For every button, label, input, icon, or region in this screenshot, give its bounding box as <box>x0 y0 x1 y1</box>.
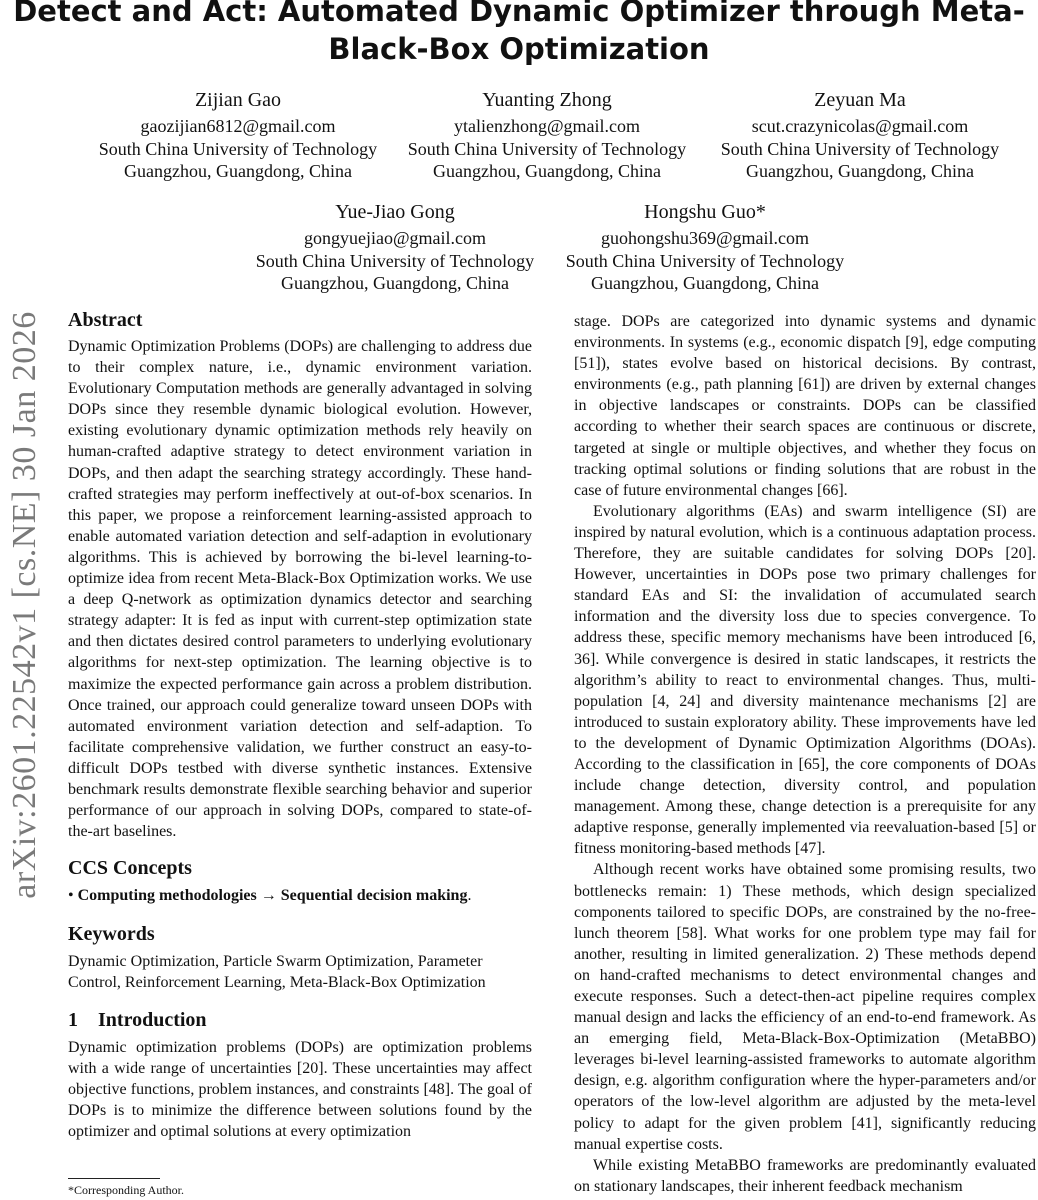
ccs-heading: CCS Concepts <box>68 857 192 880</box>
abstract-heading: Abstract <box>68 309 143 331</box>
right-column <box>574 311 1036 1197</box>
intro-paragraph-3: Although recent works have obtained some promising results, two bottlenecks remain: 1) These methods, which design specialized components tailored to specific DOPs, are constrained by the no-free-lunch theorem [58]. What works for one problem type may fail for another, resulting in limited generalization. 2) These methods depend on hand-crafted mechanisms to detect environmental changes and execute responses. Such a detect-then-act pipeline requires complex manual design and lacks the efficiency of an end-to-end framework. As an emerging field, Meta-Black-Box-Optimization (MetaBBO) leverages bi-level learning-assisted frameworks to automate algorithm design, e.g. algorithm configuration where the hyper-parameters and/or operators of the low-level algorithm are adjusted by the meta-level policy to adapt for the given problem [41], significantly reducing manual expertise costs. <box>574 861 1036 1153</box>
keywords-text: Dynamic Optimization, Particle Swarm Optimization, Parameter Control, Reinforcement Learning, Meta-Black-Box Optimization <box>68 953 486 992</box>
author-affiliation: South China University of Technology <box>255 250 535 271</box>
author-block <box>86 87 390 183</box>
corresponding-author-footnote: *Corresponding Author. <box>68 1183 184 1197</box>
author-name: Zeyuan Ma <box>814 89 906 111</box>
author-name: Yue-Jiao Gong <box>335 201 455 223</box>
keywords-heading: Keywords <box>68 923 155 946</box>
introduction-heading: 1 Introduction <box>68 1008 207 1031</box>
author-affiliation: South China University of Technology <box>720 138 1000 159</box>
author-affiliation: South China University of Technology <box>98 138 378 159</box>
author-email[interactable]: gongyuejiao@gmail.com <box>303 228 487 248</box>
author-email[interactable]: ytalienzhong@gmail.com <box>453 116 641 136</box>
author-affiliation: South China University of Technology <box>565 250 845 271</box>
abstract-text: Dynamic Optimization Problems (DOPs) are challenging to address due to their complex nature, i.e., dynamic environment variation. Evolutionary Computation methods are generally advantaged in solving DOPs since they resemble dynamic biological evolution. However, existing evolutionary dynamic optimization methods rely heavily on human-crafted adaptive strategy to detect environment variation in DOPs, and then adapt the searching strategy accordingly. These hand-crafted strategies may perform ineffectively at out-of-box scenarios. In this paper, we propose a reinforcement learning-assisted approach to enable automated variation detection and self-adaption in evolutionary algorithms. This is achieved by borrowing the bi-level learning-to-optimize idea from recent Meta-Black-Box Optimization works. We use a deep Q-network as optimization dynamics detector and searching strategy adapter: It is fed as input with current-step optimization state and then dictates desired control parameters to underlying evolutionary algorithms for next-step optimization. The learning objective is to maximize the expected performance gain across a problem distribution. Once trained, our approach could generalize toward unseen DOPs with automated environment variation detection and self-adaption. To facilitate comprehensive validation, we further construct an easy-to-difficult DOPs testbed with diverse synthetic instances. Extensive benchmark results demonstrate flexible searching behavior and superior performance of our approach in solving DOPs, compared to state-of-the-art baselines. <box>68 338 532 841</box>
author-email[interactable]: gaozijian6812@gmail.com <box>140 116 336 136</box>
authors-row-2 <box>242 199 862 295</box>
ccs-concepts-line <box>68 885 532 906</box>
author-location: Guangzhou, Guangdong, China <box>591 273 819 293</box>
author-name: Hongshu Guo* <box>644 201 766 223</box>
authors-row-1 <box>86 87 1016 183</box>
footnote-divider <box>68 1178 160 1179</box>
intro-paragraph-1-continued: stage. DOPs are categorized into dynamic systems and dynamic environments. In systems (e.g., economic dispatch [9], edge computing [51]), states evolve based on historical decisions. By contrast, environments (e.g., path planning [61]) are driven by external changes in objective landscapes or constraints. DOPs can be classified according to whether their search spaces are continuous or discrete, targeted at single or multiple objectives, and whether they focus on tracking optimal solutions or finding solutions that are robust in the case of future environmental changes [66]. <box>574 313 1036 499</box>
arxiv-identifier-stamp: arXiv:2601.22542v1 [cs.NE] 30 Jan 2026 <box>6 311 43 899</box>
intro-paragraph-1-start: Dynamic optimization problems (DOPs) are optimization problems with a wide range of uncertainties [20]. These uncertainties may affect objective functions, problem instances, and constraints [48]. The goal of DOPs is to minimize the difference between solutions found by the optimizer and optimal solutions at every optimization <box>68 1038 532 1140</box>
author-email[interactable]: guohongshu369@gmail.com <box>600 228 810 248</box>
author-block <box>548 199 862 295</box>
author-location: Guangzhou, Guangdong, China <box>281 273 509 293</box>
author-email[interactable]: scut.crazynicolas@gmail.com <box>751 116 969 136</box>
ccs-arrow: → <box>260 887 277 905</box>
author-location: Guangzhou, Guangdong, China <box>433 161 661 181</box>
author-name: Yuanting Zhong <box>482 89 612 111</box>
paper-title: Detect and Act: Automated Dynamic Optimizer through Meta-Black-Box Optimization <box>13 0 1025 66</box>
author-block <box>390 87 704 183</box>
ccs-end: . <box>467 887 472 905</box>
author-location: Guangzhou, Guangdong, China <box>746 161 974 181</box>
ccs-concept: Computing methodologies <box>77 887 257 905</box>
author-block <box>242 199 548 295</box>
author-block <box>704 87 1016 183</box>
author-affiliation: South China University of Technology <box>407 138 687 159</box>
author-name: Zijian Gao <box>194 89 282 111</box>
left-column <box>68 308 532 1142</box>
ccs-bullet: • <box>68 887 74 905</box>
intro-paragraph-2: Evolutionary algorithms (EAs) and swarm intelligence (SI) are inspired by natural evolution, which is a continuous adaptation process. Therefore, they are suitable candidates for solving DOPs [20]. However, uncertainties in DOPs pose two primary challenges for standard EAs and SI: the invalidation of accumulated search information and the diversity loss due to species convergence. To address these, specific memory mechanisms have been introduced [6, 36]. While convergence is desired in static landscapes, it restricts the algorithm’s ability to react to environmental changes. Thus, multi-population [4, 24] and diversity maintenance mechanisms [2] are introduced to sustain exploratory ability. These improvements have led to the development of Dynamic Optimization Algorithms (DOAs). According to the classification in [65], the core components of DOAs include change detection, diversity control, and population management. Among these, change detection is a prerequisite for any adaptive response, generally implemented via reevaluation-based [5] or fitness monitoring-based methods [47]. <box>574 502 1036 858</box>
ccs-subconcept: Sequential decision making <box>280 887 468 905</box>
author-location: Guangzhou, Guangdong, China <box>124 161 352 181</box>
intro-paragraph-4: While existing MetaBBO frameworks are predominantly evaluated on stationary landscapes, their inherent feedback mechanism <box>574 1156 1036 1195</box>
